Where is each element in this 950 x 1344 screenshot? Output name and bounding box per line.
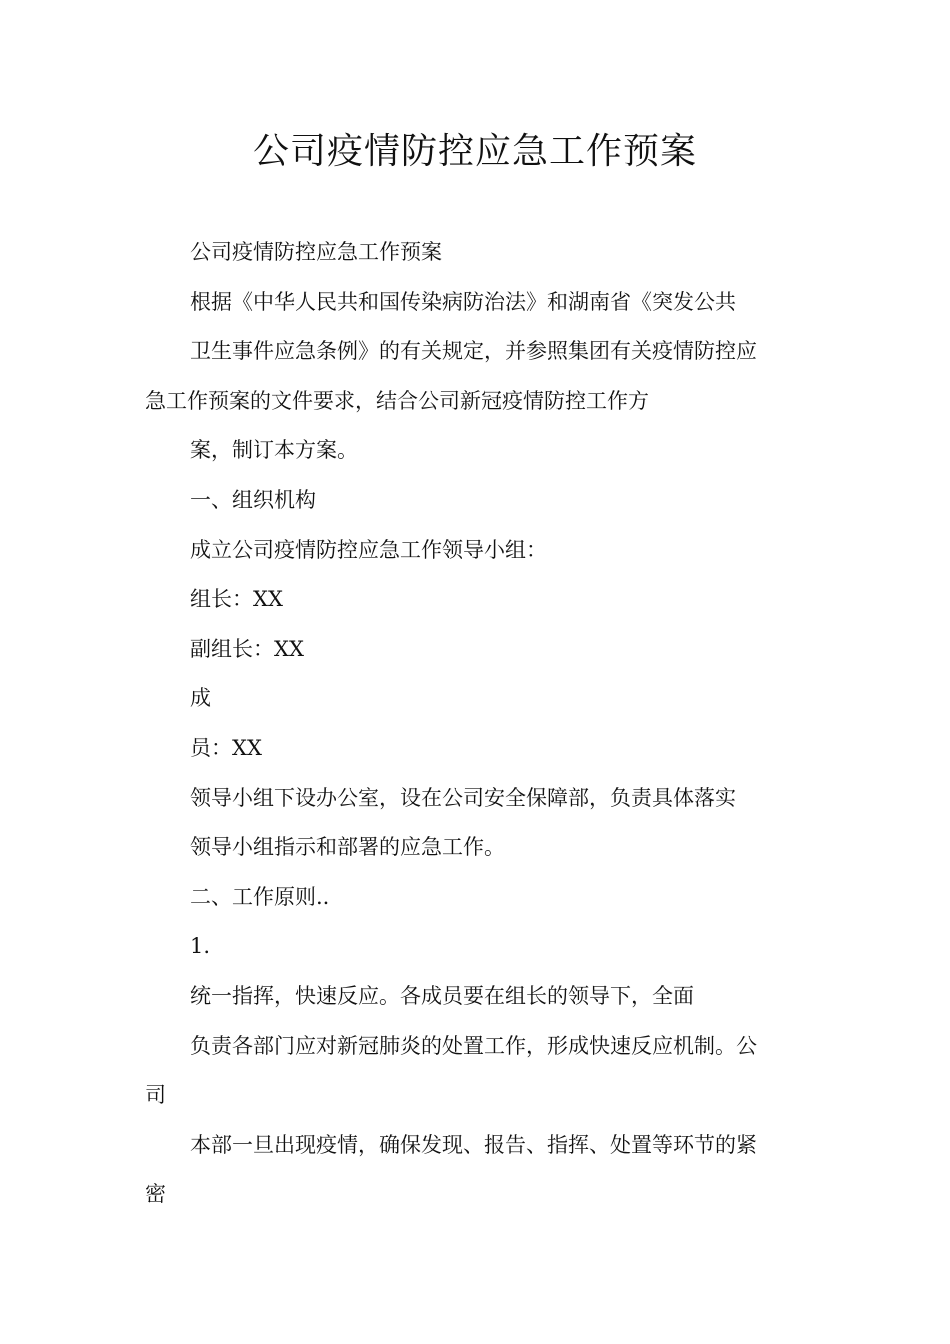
paragraph-line: 卫生事件应急条例》的有关规定，并参照集团有关疫情防控应: [190, 339, 757, 364]
paragraph-line: 1.: [190, 934, 211, 959]
document-body: [145, 228, 815, 1220]
paragraph-line: 司: [145, 1083, 166, 1108]
document-title: 公司疫情防控应急工作预案: [252, 131, 697, 172]
paragraph-line: 成: [190, 686, 211, 711]
paragraph-line: 成立公司疫情防控应急工作领导小组：: [190, 537, 547, 562]
paragraph-line: 组长：XX: [190, 587, 283, 612]
paragraph-line: 案，制订本方案。: [190, 438, 358, 463]
paragraph-line: 公司疫情防控应急工作预案: [190, 240, 442, 264]
paragraph-line: 根据《中华人民共和国传染病防治法》和湖南省《突发公共: [190, 289, 736, 314]
paragraph-line: 领导小组下设办公室，设在公司安全保障部，负责具体落实: [190, 785, 736, 810]
paragraph-line: 一、组织机构: [190, 487, 316, 512]
paragraph-line: 员：XX: [190, 735, 262, 760]
paragraph-line: 密: [145, 1182, 166, 1207]
paragraph-line: 二、工作原则..: [190, 884, 330, 909]
paragraph-line: 统一指挥，快速反应。各成员要在组长的领导下，全面: [190, 983, 694, 1008]
paragraph-line: 急工作预案的文件要求，结合公司新冠疫情防控工作方: [145, 388, 649, 413]
paragraph-line: 本部一旦出现疫情，确保发现、报告、指挥、处置等环节的紧: [190, 1132, 757, 1157]
paragraph-line: 副组长：XX: [190, 636, 304, 661]
paragraph-line: 负责各部门应对新冠肺炎的处置工作，形成快速反应机制。公: [190, 1033, 757, 1058]
paragraph-line: 领导小组指示和部署的应急工作。: [190, 835, 505, 860]
